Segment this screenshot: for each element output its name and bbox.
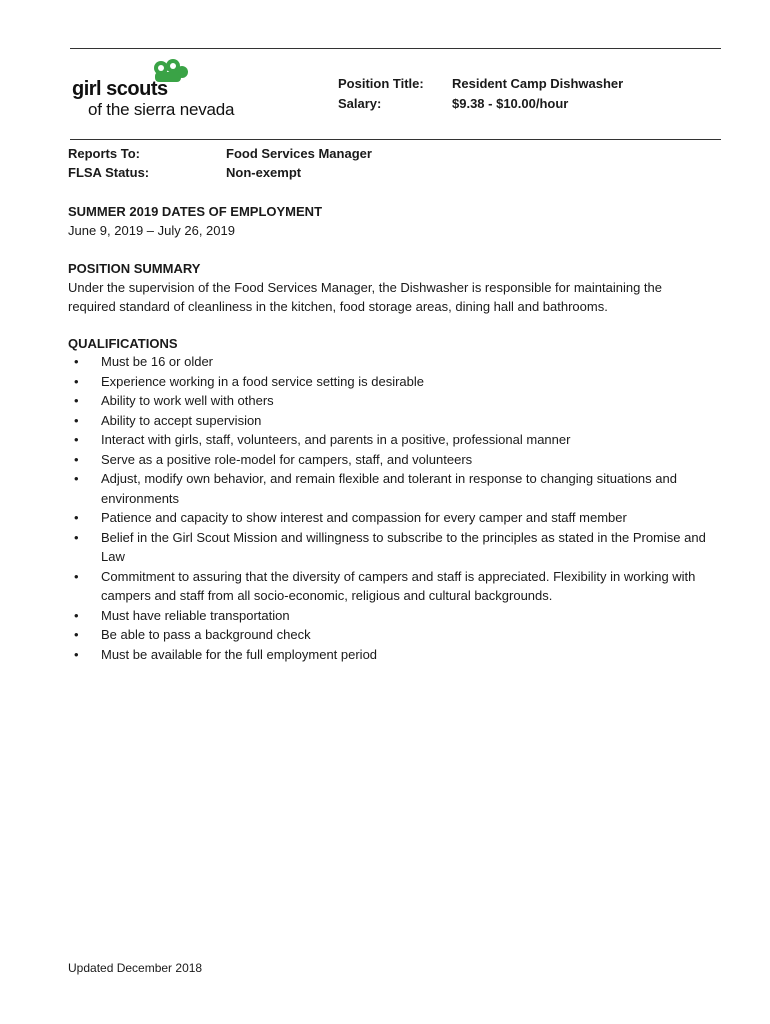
qualification-text: Adjust, modify own behavior, and remain flexible and tolerant in response to changing situations and environments [101, 471, 677, 506]
summary-heading: POSITION SUMMARY [68, 261, 201, 276]
dates-heading: SUMMER 2019 DATES OF EMPLOYMENT [68, 204, 323, 219]
qualification-text: Patience and capacity to show interest and compassion for every camper and staff member [101, 510, 627, 525]
updated-footer: Updated December 2018 [68, 961, 203, 975]
qualification-text: Be able to pass a background check [101, 627, 311, 642]
girl-scouts-logo [72, 58, 262, 122]
qualification-item [68, 567, 728, 606]
qualification-item [68, 391, 728, 411]
qualification-text: Ability to work well with others [101, 393, 274, 408]
top-rule [70, 48, 721, 49]
bullet-icon: • [74, 607, 79, 623]
bullet-icon: • [74, 471, 79, 486]
flsa-status-label: FLSA Status: [68, 165, 150, 180]
qualification-text: Experience working in a food service setting is desirable [101, 373, 425, 389]
bullet-icon: • [74, 373, 79, 389]
flsa-status-value: Non-exempt [226, 165, 302, 180]
qualifications-list [68, 352, 728, 664]
salary-label: Salary: [338, 96, 382, 111]
qualification-text: Serve as a positive role-model for campers, staff, and volunteers [101, 451, 473, 467]
qualifications-heading: QUALIFICATIONS [68, 336, 178, 351]
bullet-icon: • [74, 412, 79, 428]
reports-to-label: Reports To: [68, 146, 140, 161]
salary-value: $9.38 - $10.00/hour [452, 96, 569, 111]
logo-line-2: of the sierra nevada [88, 100, 235, 119]
qualification-item [68, 352, 728, 372]
bullet-icon: • [74, 354, 79, 369]
bullet-icon: • [74, 432, 79, 447]
bullet-icon: • [74, 510, 79, 525]
qualification-item [68, 450, 728, 470]
bullet-icon: • [74, 627, 79, 642]
qualification-text: Belief in the Girl Scout Mission and willingness to subscribe to the principles as stated in the Promise and Law [101, 529, 706, 564]
qualification-text: Ability to accept supervision [101, 412, 262, 428]
position-title-label: Position Title: [338, 76, 424, 91]
qualification-item [68, 508, 728, 528]
qualification-item [68, 469, 728, 508]
summary-text: Under the supervision of the Food Services Manager, the Dishwasher is responsible for maintaining the required standard of cleanliness in the kitchen, food storage areas, dining hall and bathrooms. [68, 280, 662, 314]
qualification-item [68, 625, 728, 645]
bullet-icon: • [74, 451, 79, 467]
qualification-item [68, 528, 728, 567]
qualification-text: Interact with girls, staff, volunteers, and parents in a positive, professional manner [101, 432, 571, 447]
qualification-item [68, 411, 728, 431]
reports-to-value: Food Services Manager [226, 146, 372, 161]
qualification-item [68, 606, 728, 626]
qualification-item [68, 372, 728, 392]
qualification-text: Must be available for the full employment period [101, 646, 378, 662]
logo-line-1: girl scouts [72, 78, 168, 100]
position-title-value: Resident Camp Dishwasher [452, 76, 624, 91]
qualification-text: Commitment to assuring that the diversity of campers and staff is appreciated. Flexibility in working with campers and staff from all socio-economic, religious and cultural backgrounds. [101, 568, 696, 603]
qualification-text: Must have reliable transportation [101, 607, 290, 623]
qualification-item [68, 645, 728, 665]
bullet-icon: • [74, 393, 79, 408]
bullet-icon: • [74, 568, 79, 584]
bullet-icon: • [74, 529, 79, 545]
header-bottom-rule [70, 139, 721, 140]
dates-text: June 9, 2019 – July 26, 2019 [68, 223, 235, 238]
qualification-text: Must be 16 or older [101, 354, 214, 369]
bullet-icon: • [74, 646, 79, 662]
qualification-item [68, 430, 728, 450]
